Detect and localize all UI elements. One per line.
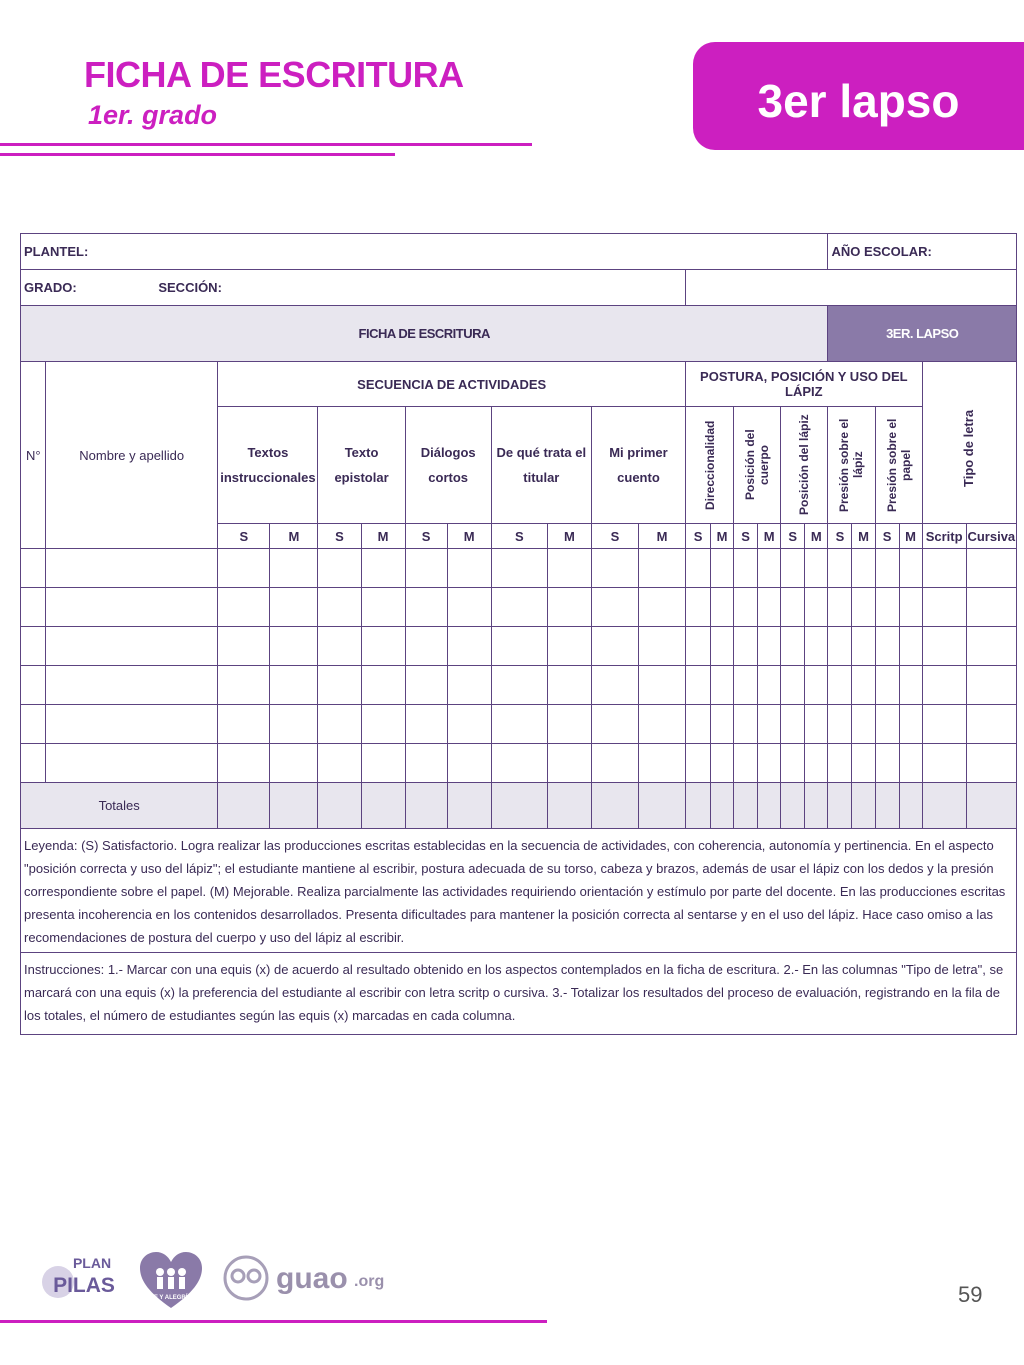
entry-cell <box>966 744 1016 783</box>
col-s-header: S <box>591 524 638 549</box>
entry-cell <box>875 744 899 783</box>
entry-cell <box>922 666 966 705</box>
entry-cell <box>875 705 899 744</box>
entry-cell <box>21 666 46 705</box>
entry-cell <box>899 666 922 705</box>
col-m-header: M <box>547 524 591 549</box>
entry-cell <box>361 705 405 744</box>
postura-posicion-lapiz: Posición del lápiz <box>781 407 828 524</box>
entry-cell <box>758 588 781 627</box>
col-m-header: M <box>711 524 734 549</box>
table-row <box>21 744 1017 783</box>
total-cell <box>781 783 805 829</box>
form-lapso: 3ER. LAPSO <box>828 306 1017 362</box>
entry-cell <box>447 666 491 705</box>
table-row <box>21 666 1017 705</box>
entry-cell <box>922 588 966 627</box>
col-s-header: S <box>218 524 270 549</box>
header-subtitle: 1er. grado <box>88 100 218 130</box>
activity-textos-instruccionales: Textos instruccionales <box>218 407 318 524</box>
entry-cell <box>711 744 734 783</box>
total-cell <box>852 783 875 829</box>
col-m-header: M <box>638 524 685 549</box>
activity-titular: De qué trata el titular <box>491 407 591 524</box>
entry-cell <box>491 549 547 588</box>
svg-text:.org: .org <box>354 1273 385 1290</box>
entry-cell <box>46 705 218 744</box>
col-s-header: S <box>686 524 711 549</box>
postura-posicion-cuerpo: Posición del cuerpo <box>734 407 781 524</box>
header-title: FICHA DE ESCRITURA <box>84 54 464 95</box>
entry-cell <box>318 666 361 705</box>
leyenda-text: Leyenda: (S) Satisfactorio. Logra realizar las producciones escritas establecidas en la secuencia de actividades, con coherencia, autonomía y pertinencia. En el aspecto "posición correcta y uso del lápiz"; el estudiante mantiene al escribir, postura adecuada de su torso, cabeza y brazos, además de usar el lápiz con los dedos y la presión correspondiente sobre el papel. (M) Mejorable. Realiza parcialmente las actividades requiriendo orientación y estímulo por parte del docente. En las producciones escritas presenta incoherencia en los contenidos desarrollados. Presenta dificultades para mantener la posición correcta al sentarse y en el uso del lápiz. Hace caso omiso a las recomendaciones de postura del cuerpo y uso del lápiz al escribir. <box>21 829 1017 953</box>
entry-cell <box>734 744 758 783</box>
entry-cell <box>828 588 852 627</box>
entry-cell <box>405 549 447 588</box>
entry-cell <box>591 666 638 705</box>
entry-cell <box>218 666 270 705</box>
total-cell <box>711 783 734 829</box>
entry-cell <box>547 549 591 588</box>
entry-cell <box>686 705 711 744</box>
entry-cell <box>218 744 270 783</box>
entry-cell <box>875 588 899 627</box>
entry-cell <box>46 588 218 627</box>
entry-cell <box>218 588 270 627</box>
totals-row <box>21 783 1017 829</box>
entry-cell <box>781 744 805 783</box>
entry-cell <box>828 744 852 783</box>
total-cell <box>686 783 711 829</box>
entry-cell <box>758 549 781 588</box>
entry-cell <box>270 666 318 705</box>
entry-cell <box>447 744 491 783</box>
entry-cell <box>270 588 318 627</box>
entry-cell <box>491 744 547 783</box>
total-cell <box>318 783 361 829</box>
plantel-label: PLANTEL: <box>21 234 828 270</box>
entry-cell <box>875 666 899 705</box>
entry-cell <box>966 549 1016 588</box>
grado-seccion-cell <box>21 270 686 306</box>
entry-cell <box>852 588 875 627</box>
entry-cell <box>270 549 318 588</box>
activity-dialogos-cortos: Diálogos cortos <box>405 407 491 524</box>
entry-cell <box>318 705 361 744</box>
num-header: N° <box>21 362 46 549</box>
col-s-header: S <box>828 524 852 549</box>
total-cell <box>491 783 547 829</box>
entry-cell <box>734 705 758 744</box>
grado-label: GRADO: <box>24 280 77 295</box>
entry-cell <box>318 588 361 627</box>
entry-cell <box>591 744 638 783</box>
guao-logo <box>222 1254 392 1302</box>
page-number: 59 <box>958 1282 983 1307</box>
grado-seccion-blank <box>686 270 1017 306</box>
entry-cell <box>318 549 361 588</box>
writing-record-table <box>20 233 1017 1035</box>
entry-cell <box>781 549 805 588</box>
student-rows <box>21 549 1017 783</box>
secuencia-header: SECUENCIA DE ACTIVIDADES <box>218 362 686 407</box>
header-rule-bottom <box>0 153 395 156</box>
entry-cell <box>852 549 875 588</box>
entry-cell <box>547 744 591 783</box>
entry-cell <box>805 666 828 705</box>
entry-cell <box>270 744 318 783</box>
table-row <box>21 549 1017 588</box>
entry-cell <box>591 627 638 666</box>
entry-cell <box>828 705 852 744</box>
entry-cell <box>638 705 685 744</box>
entry-cell <box>805 705 828 744</box>
entry-cell <box>21 627 46 666</box>
col-s-header: S <box>405 524 447 549</box>
svg-text:PLAN: PLAN <box>72 1255 112 1271</box>
entry-cell <box>591 588 638 627</box>
entry-cell <box>922 627 966 666</box>
entry-cell <box>405 705 447 744</box>
entry-cell <box>686 549 711 588</box>
seccion-label: SECCIÓN: <box>158 280 222 295</box>
entry-cell <box>46 744 218 783</box>
svg-text:FE Y ALEGRÍA: FE Y ALEGRÍA <box>150 1295 192 1301</box>
svg-text:guao: guao <box>276 1262 348 1295</box>
table-row <box>21 588 1017 627</box>
postura-header: POSTURA, POSICIÓN Y USO DEL LÁPIZ <box>686 362 923 407</box>
col-m-header: M <box>899 524 922 549</box>
entry-cell <box>318 744 361 783</box>
entry-cell <box>21 588 46 627</box>
total-cell <box>734 783 758 829</box>
entry-cell <box>547 588 591 627</box>
total-cell <box>638 783 685 829</box>
entry-cell <box>447 549 491 588</box>
entry-cell <box>218 627 270 666</box>
plan-pilas-logo <box>40 1250 125 1302</box>
entry-cell <box>852 705 875 744</box>
entry-cell <box>491 588 547 627</box>
entry-cell <box>638 744 685 783</box>
entry-cell <box>781 588 805 627</box>
total-cell <box>899 783 922 829</box>
col-s-header: S <box>491 524 547 549</box>
entry-cell <box>966 705 1016 744</box>
header-rule-top <box>0 143 532 146</box>
activity-texto-epistolar: Texto epistolar <box>318 407 405 524</box>
col-s-header: S <box>875 524 899 549</box>
entry-cell <box>711 549 734 588</box>
entry-cell <box>966 666 1016 705</box>
entry-cell <box>638 627 685 666</box>
entry-cell <box>591 705 638 744</box>
table-row <box>21 627 1017 666</box>
postura-presion-papel: Presión sobre el papel <box>875 407 922 524</box>
col-m-header: M <box>361 524 405 549</box>
col-m-header: M <box>805 524 828 549</box>
entry-cell <box>734 588 758 627</box>
entry-cell <box>899 744 922 783</box>
postura-presion-lapiz: Presión sobre el lápiz <box>828 407 875 524</box>
total-cell <box>922 783 966 829</box>
entry-cell <box>46 627 218 666</box>
col-m-header: M <box>270 524 318 549</box>
entry-cell <box>686 588 711 627</box>
entry-cell <box>21 549 46 588</box>
entry-cell <box>758 705 781 744</box>
anio-escolar-label: AÑO ESCOLAR: <box>828 234 1017 270</box>
entry-cell <box>758 627 781 666</box>
entry-cell <box>361 744 405 783</box>
total-cell <box>966 783 1016 829</box>
total-cell <box>361 783 405 829</box>
postura-direccionalidad: Direccionalidad <box>686 407 734 524</box>
total-cell <box>828 783 852 829</box>
entry-cell <box>405 627 447 666</box>
total-cell <box>875 783 899 829</box>
entry-cell <box>491 666 547 705</box>
total-cell <box>405 783 447 829</box>
entry-cell <box>828 666 852 705</box>
entry-cell <box>686 627 711 666</box>
entry-cell <box>547 627 591 666</box>
entry-cell <box>711 666 734 705</box>
entry-cell <box>447 627 491 666</box>
entry-cell <box>922 744 966 783</box>
entry-cell <box>852 627 875 666</box>
entry-cell <box>899 627 922 666</box>
col-m-header: M <box>758 524 781 549</box>
entry-cell <box>966 588 1016 627</box>
entry-cell <box>361 549 405 588</box>
col-s-header: S <box>781 524 805 549</box>
footer-rule <box>0 1320 547 1323</box>
lapso-badge-text: 3er lapso <box>757 75 960 127</box>
entry-cell <box>46 666 218 705</box>
entry-cell <box>547 666 591 705</box>
entry-cell <box>781 705 805 744</box>
entry-cell <box>405 666 447 705</box>
entry-cell <box>711 627 734 666</box>
entry-cell <box>361 627 405 666</box>
entry-cell <box>218 705 270 744</box>
col-s-header: S <box>734 524 758 549</box>
entry-cell <box>686 666 711 705</box>
entry-cell <box>758 666 781 705</box>
fe-y-alegria-heart-logo <box>138 1250 204 1312</box>
entry-cell <box>447 588 491 627</box>
entry-cell <box>405 744 447 783</box>
totals-label: Totales <box>21 783 218 829</box>
entry-cell <box>270 627 318 666</box>
entry-cell <box>21 705 46 744</box>
entry-cell <box>922 705 966 744</box>
entry-cell <box>638 549 685 588</box>
entry-cell <box>218 549 270 588</box>
name-header: Nombre y apellido <box>46 362 218 549</box>
col-m-header: M <box>447 524 491 549</box>
activity-primer-cuento: Mi primer cuento <box>591 407 685 524</box>
entry-cell <box>805 744 828 783</box>
entry-cell <box>46 549 218 588</box>
form-title: FICHA DE ESCRITURA <box>21 306 828 362</box>
total-cell <box>758 783 781 829</box>
instrucciones-text: Instrucciones: 1.- Marcar con una equis (x) de acuerdo al resultado obtenido en los aspectos contemplados en la ficha de escritura. 2.- En las columnas "Tipo de letra", se marcará con una equis (x) la preferencia del estudiante al escribir con letra scritp o cursiva. 3.- Totalizar los resultados del proceso de evaluación, registrando en la fila de los totales, el número de estudiantes según las equis (x) marcadas en cada columna. <box>21 953 1017 1035</box>
total-cell <box>218 783 270 829</box>
entry-cell <box>361 666 405 705</box>
entry-cell <box>758 744 781 783</box>
col-s-header: S <box>318 524 361 549</box>
entry-cell <box>781 627 805 666</box>
entry-cell <box>805 549 828 588</box>
lapso-badge <box>693 42 1024 150</box>
entry-cell <box>270 705 318 744</box>
entry-cell <box>447 705 491 744</box>
col-m-header: M <box>852 524 875 549</box>
entry-cell <box>875 549 899 588</box>
entry-cell <box>638 666 685 705</box>
entry-cell <box>899 705 922 744</box>
entry-cell <box>405 588 447 627</box>
total-cell <box>591 783 638 829</box>
entry-cell <box>686 744 711 783</box>
entry-cell <box>591 549 638 588</box>
entry-cell <box>318 627 361 666</box>
entry-cell <box>875 627 899 666</box>
tipo-letra-header: Tipo de letra <box>922 362 1016 524</box>
entry-cell <box>966 627 1016 666</box>
entry-cell <box>21 744 46 783</box>
entry-cell <box>922 549 966 588</box>
total-cell <box>447 783 491 829</box>
entry-cell <box>805 588 828 627</box>
entry-cell <box>828 627 852 666</box>
entry-cell <box>899 549 922 588</box>
entry-cell <box>899 588 922 627</box>
col-script-header: Scritp <box>922 524 966 549</box>
entry-cell <box>491 705 547 744</box>
entry-cell <box>828 549 852 588</box>
total-cell <box>547 783 591 829</box>
entry-cell <box>852 666 875 705</box>
svg-text:PILAS: PILAS <box>53 1274 115 1297</box>
entry-cell <box>781 666 805 705</box>
entry-cell <box>852 744 875 783</box>
total-cell <box>805 783 828 829</box>
col-cursiva-header: Cursiva <box>966 524 1016 549</box>
entry-cell <box>638 588 685 627</box>
entry-cell <box>711 705 734 744</box>
entry-cell <box>547 705 591 744</box>
table-row <box>21 705 1017 744</box>
entry-cell <box>734 549 758 588</box>
entry-cell <box>805 627 828 666</box>
entry-cell <box>734 666 758 705</box>
entry-cell <box>361 588 405 627</box>
total-cell <box>270 783 318 829</box>
entry-cell <box>491 627 547 666</box>
entry-cell <box>734 627 758 666</box>
entry-cell <box>711 588 734 627</box>
